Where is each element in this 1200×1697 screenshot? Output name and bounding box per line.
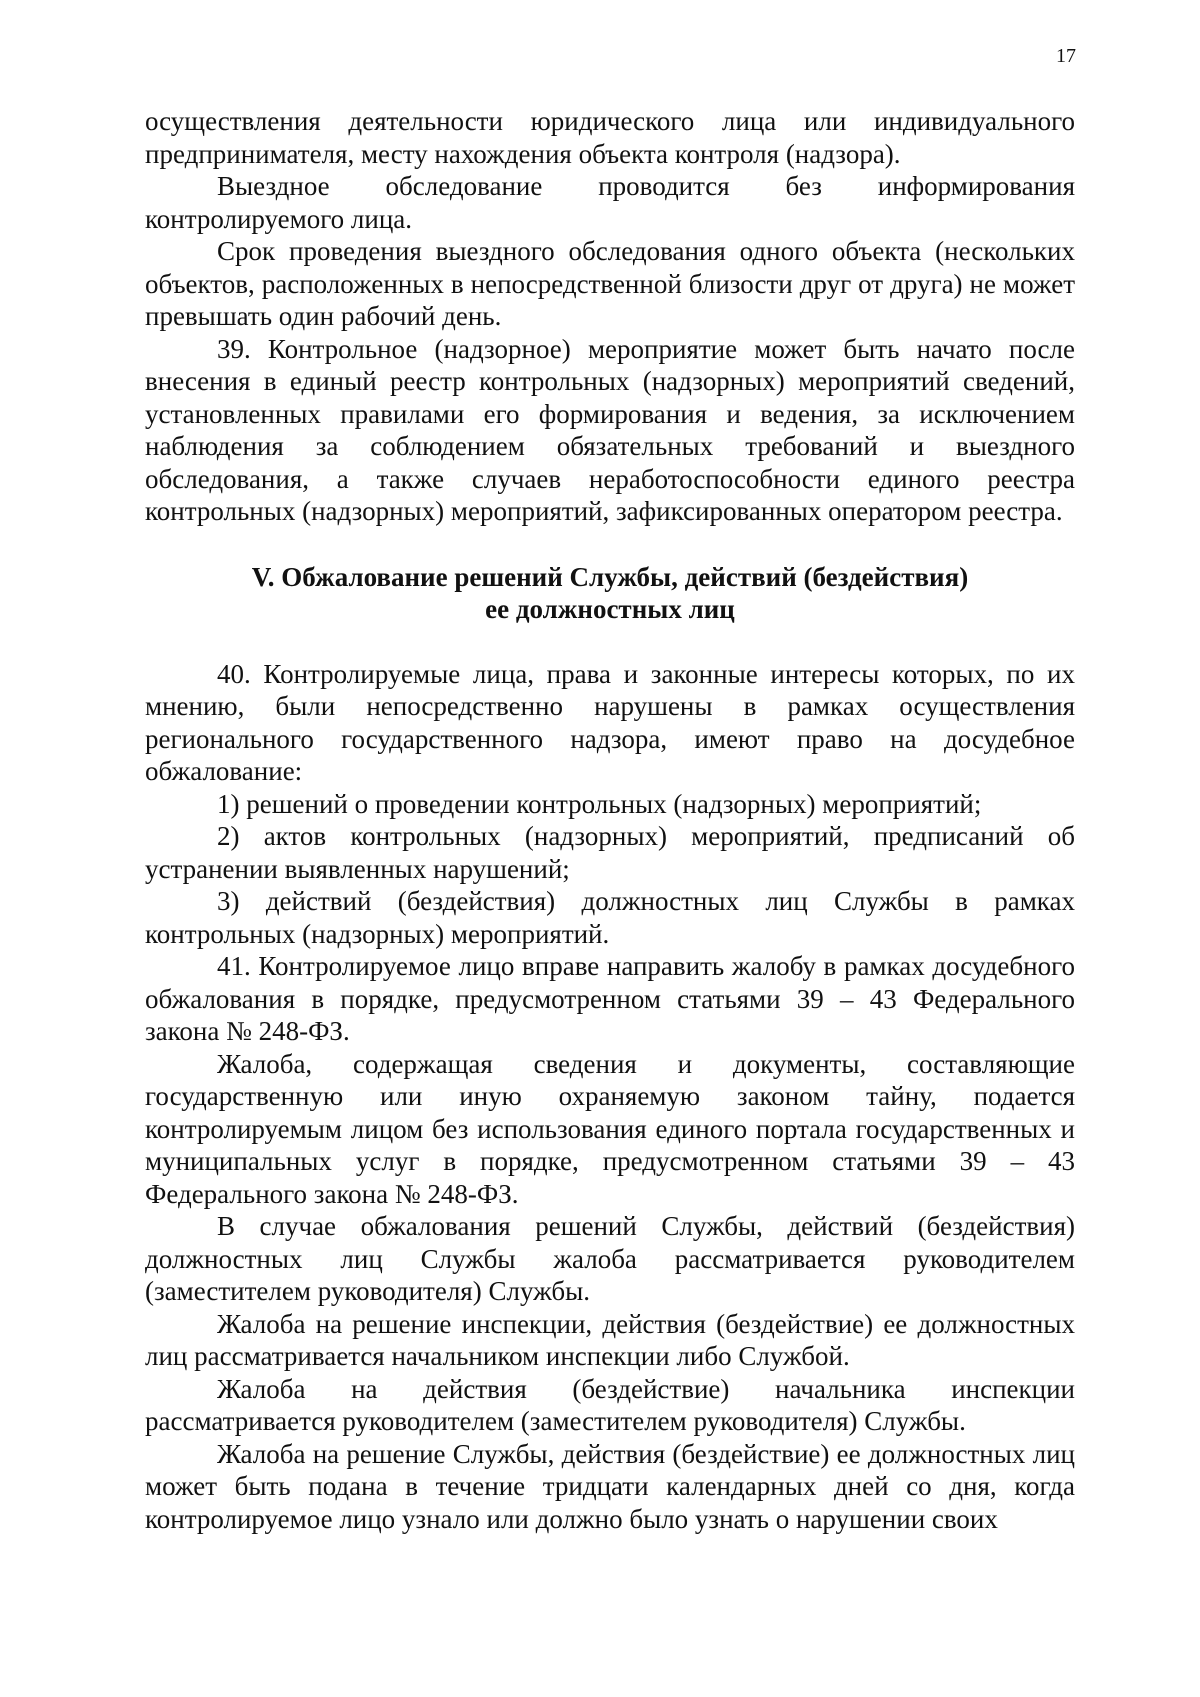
paragraph-subitem-1: 1) решений о проведении контрольных (надзорных) мероприятий; bbox=[217, 788, 982, 819]
paragraph-item-41: 41. Контролируемое лицо вправе направить жалобу в рамках досудебного обжалования в порядке, предусмотренном статьями 39 – 43 Федерального закона № 248-ФЗ. bbox=[145, 951, 1075, 1046]
document-body bbox=[145, 105, 1075, 1535]
paragraph-survey-term: Срок проведения выездного обследования одного объекта (нескольких объектов, расположенных в непосредственной близости друг от друга) не может превышать один рабочий день. bbox=[145, 236, 1075, 331]
paragraph-subitem-2: 2) актов контрольных (надзорных) мероприятий, предписаний об устранении выявленных нарушений; bbox=[145, 821, 1075, 884]
paragraph-subitem-3: 3) действий (бездействия) должностных лиц Службы в рамках контрольных (надзорных) мероприятий. bbox=[145, 886, 1075, 949]
paragraph-service-appeal: В случае обжалования решений Службы, действий (бездействия) должностных лиц Службы жалоба рассматривается руководителем (заместителем руководителя) Службы. bbox=[145, 1211, 1075, 1306]
paragraph-inspection-appeal: Жалоба на решение инспекции, действия (бездействие) ее должностных лиц рассматривается начальником инспекции либо Службой. bbox=[145, 1308, 1075, 1371]
paragraph-continuation: осуществления деятельности юридического лица или индивидуального предпринимателя, месту нахождения объекта контроля (надзора). bbox=[145, 106, 1075, 169]
section-title-line-1: V. Обжалование решений Службы, действий (бездействия) bbox=[251, 561, 969, 592]
section-heading bbox=[145, 561, 1075, 626]
page-number: 17 bbox=[1056, 45, 1076, 67]
paragraph-appeal-term: Жалоба на решение Службы, действия (бездействие) ее должностных лиц может быть подана в течение тридцати календарных дней со дня, когда контролируемое лицо узнало или должно было узнать о нарушении своих bbox=[145, 1438, 1075, 1534]
paragraph-field-survey: Выездное обследование проводится без информирования контролируемого лица. bbox=[145, 171, 1075, 234]
paragraph-chief-appeal: Жалоба на действия (бездействие) начальника инспекции рассматривается руководителем (заместителем руководителя) Службы. bbox=[145, 1373, 1075, 1436]
paragraph-item-40: 40. Контролируемые лица, права и законные интересы которых, по их мнению, были непосредственно нарушены в рамках осуществления регионального государственного надзора, имеют право на досудебное обжалование: bbox=[145, 658, 1075, 786]
section-title-line-2: ее должностных лиц bbox=[485, 594, 735, 624]
paragraph-secret-complaint: Жалоба, содержащая сведения и документы, составляющие государственную или иную охраняемую законом тайну, подается контролируемым лицом без использования единого портала государственных и муниципальных услуг в порядке, предусмотренном статьями 39 – 43 Федерального закона № 248-ФЗ. bbox=[145, 1048, 1075, 1209]
paragraph-item-39: 39. Контрольное (надзорное) мероприятие может быть начато после внесения в единый реестр контрольных (надзорных) мероприятий сведений, установленных правилами его формирования и ведения, за исключением наблюдения за соблюдением обязательных требований и выездного обследования, а также случаев неработоспособности единого реестра контрольных (надзорных) мероприятий, зафиксированных оператором реестра. bbox=[145, 333, 1075, 526]
